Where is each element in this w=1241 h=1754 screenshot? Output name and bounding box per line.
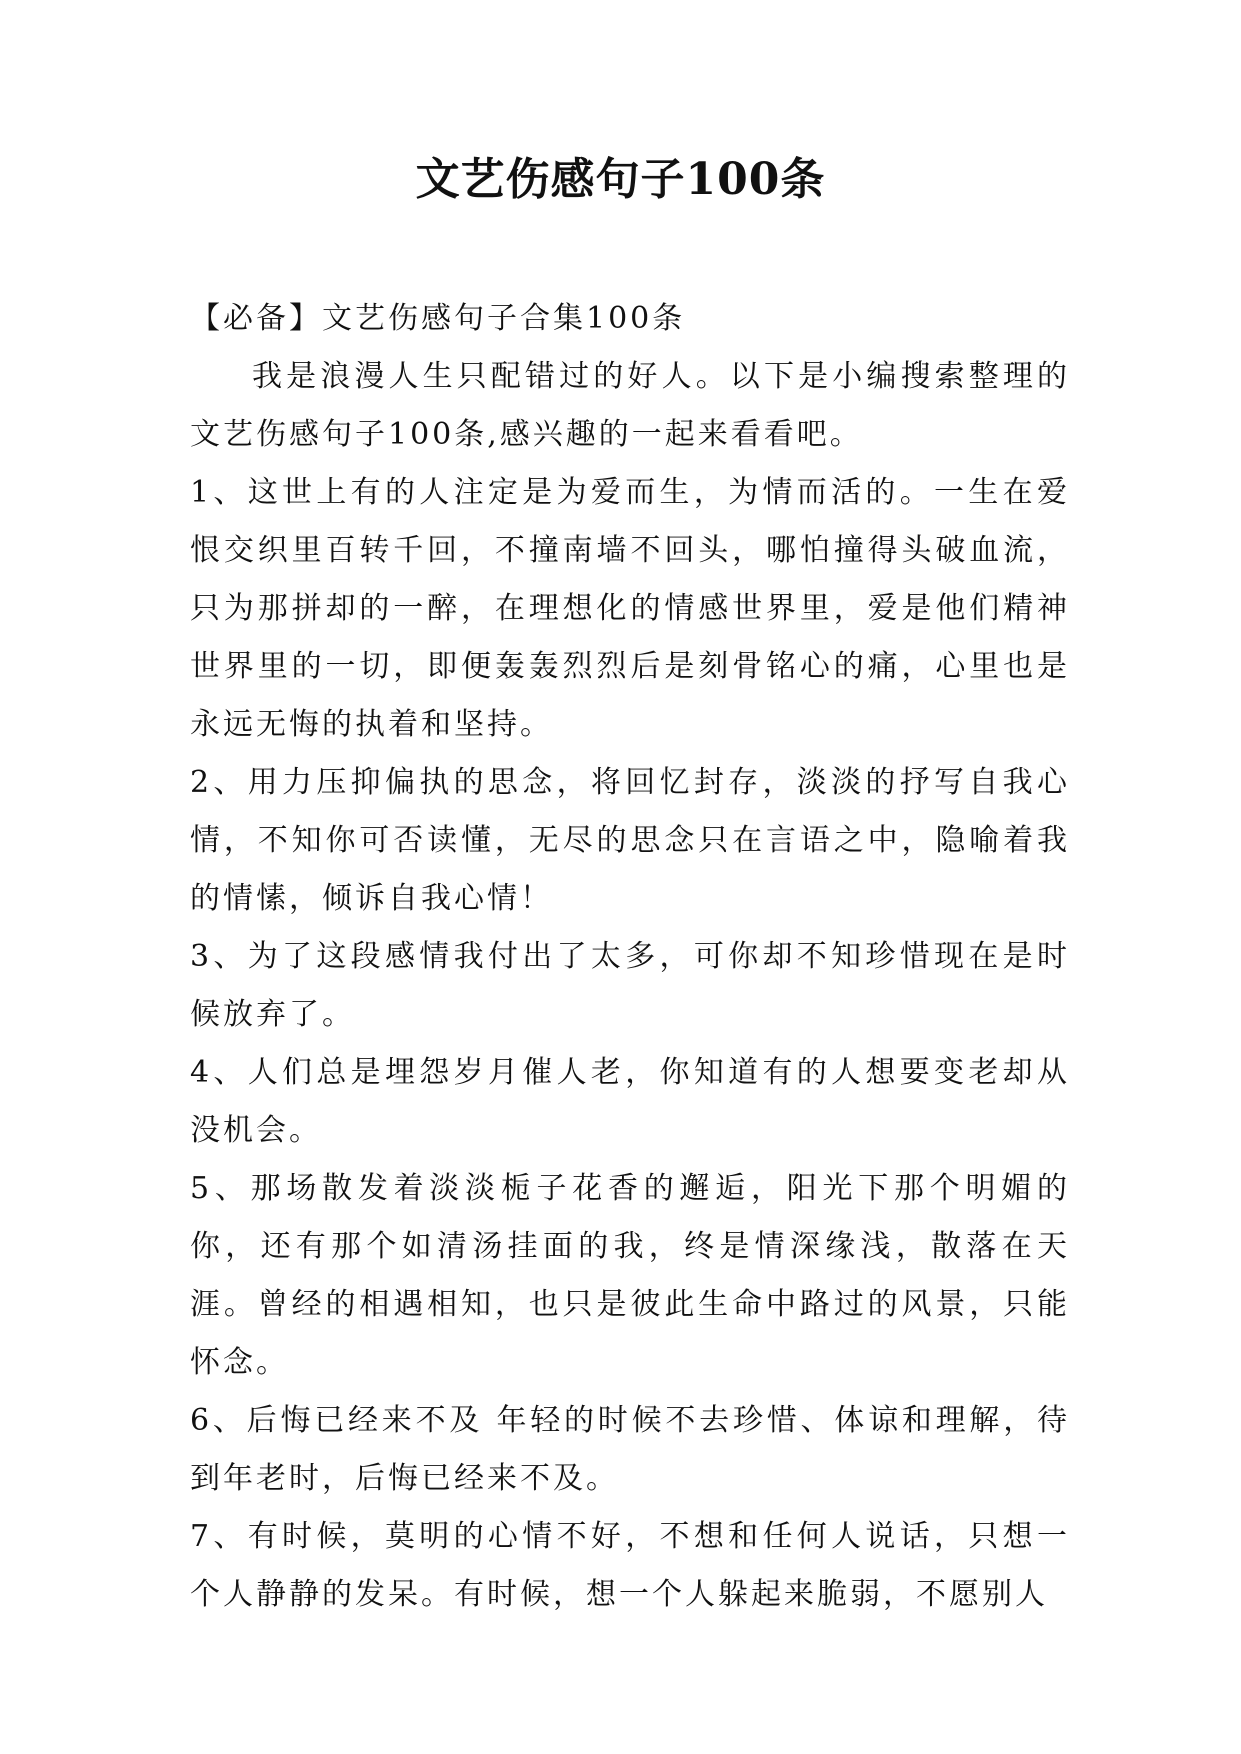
document-subtitle: 【必备】文艺伤感句子合集100条 [190, 301, 686, 336]
document-title: 文艺伤感句子100条 [415, 154, 826, 205]
list-item: 7、有时候，莫明的心情不好，不想和任何人说话，只想一个人静静的发呆。有时候，想一个人躲起来脆弱，不愿别人 [190, 1519, 1070, 1612]
list-item: 3、为了这段感情我付出了太多，可你却不知珍惜现在是时候放弃了。 [190, 939, 1070, 1032]
list-item: 5、那场散发着淡淡栀子花香的邂逅，阳光下那个明媚的你，还有那个如清汤挂面的我，终是情深缘浅，散落在天涯。曾经的相遇相知，也只是彼此生命中路过的风景，只能怀念。 [190, 1171, 1070, 1380]
list-item: 2、用力压抑偏执的思念，将回忆封存，淡淡的抒写自我心情，不知你可否读懂，无尽的思念只在言语之中，隐喻着我的情愫，倾诉自我心情！ [190, 765, 1070, 916]
list-item: 1、这世上有的人注定是为爱而生，为情而活的。一生在爱恨交织里百转千回，不撞南墙不回头，哪怕撞得头破血流，只为那拼却的一醉，在理想化的情感世界里，爱是他们精神世界里的一切，即便轰轰烈烈后是刻骨铭心的痛，心里也是永远无悔的执着和坚持。 [190, 475, 1070, 742]
list-item: 6、后悔已经来不及 年轻的时候不去珍惜、体谅和理解，待到年老时，后悔已经来不及。 [190, 1403, 1070, 1496]
document-body [190, 290, 1070, 1624]
intro-paragraph: 我是浪漫人生只配错过的好人。以下是小编搜索整理的文艺伤感句子100条,感兴趣的一起来看看吧。 [190, 359, 1070, 452]
list-item: 4、人们总是埋怨岁月催人老，你知道有的人想要变老却从没机会。 [190, 1055, 1070, 1148]
